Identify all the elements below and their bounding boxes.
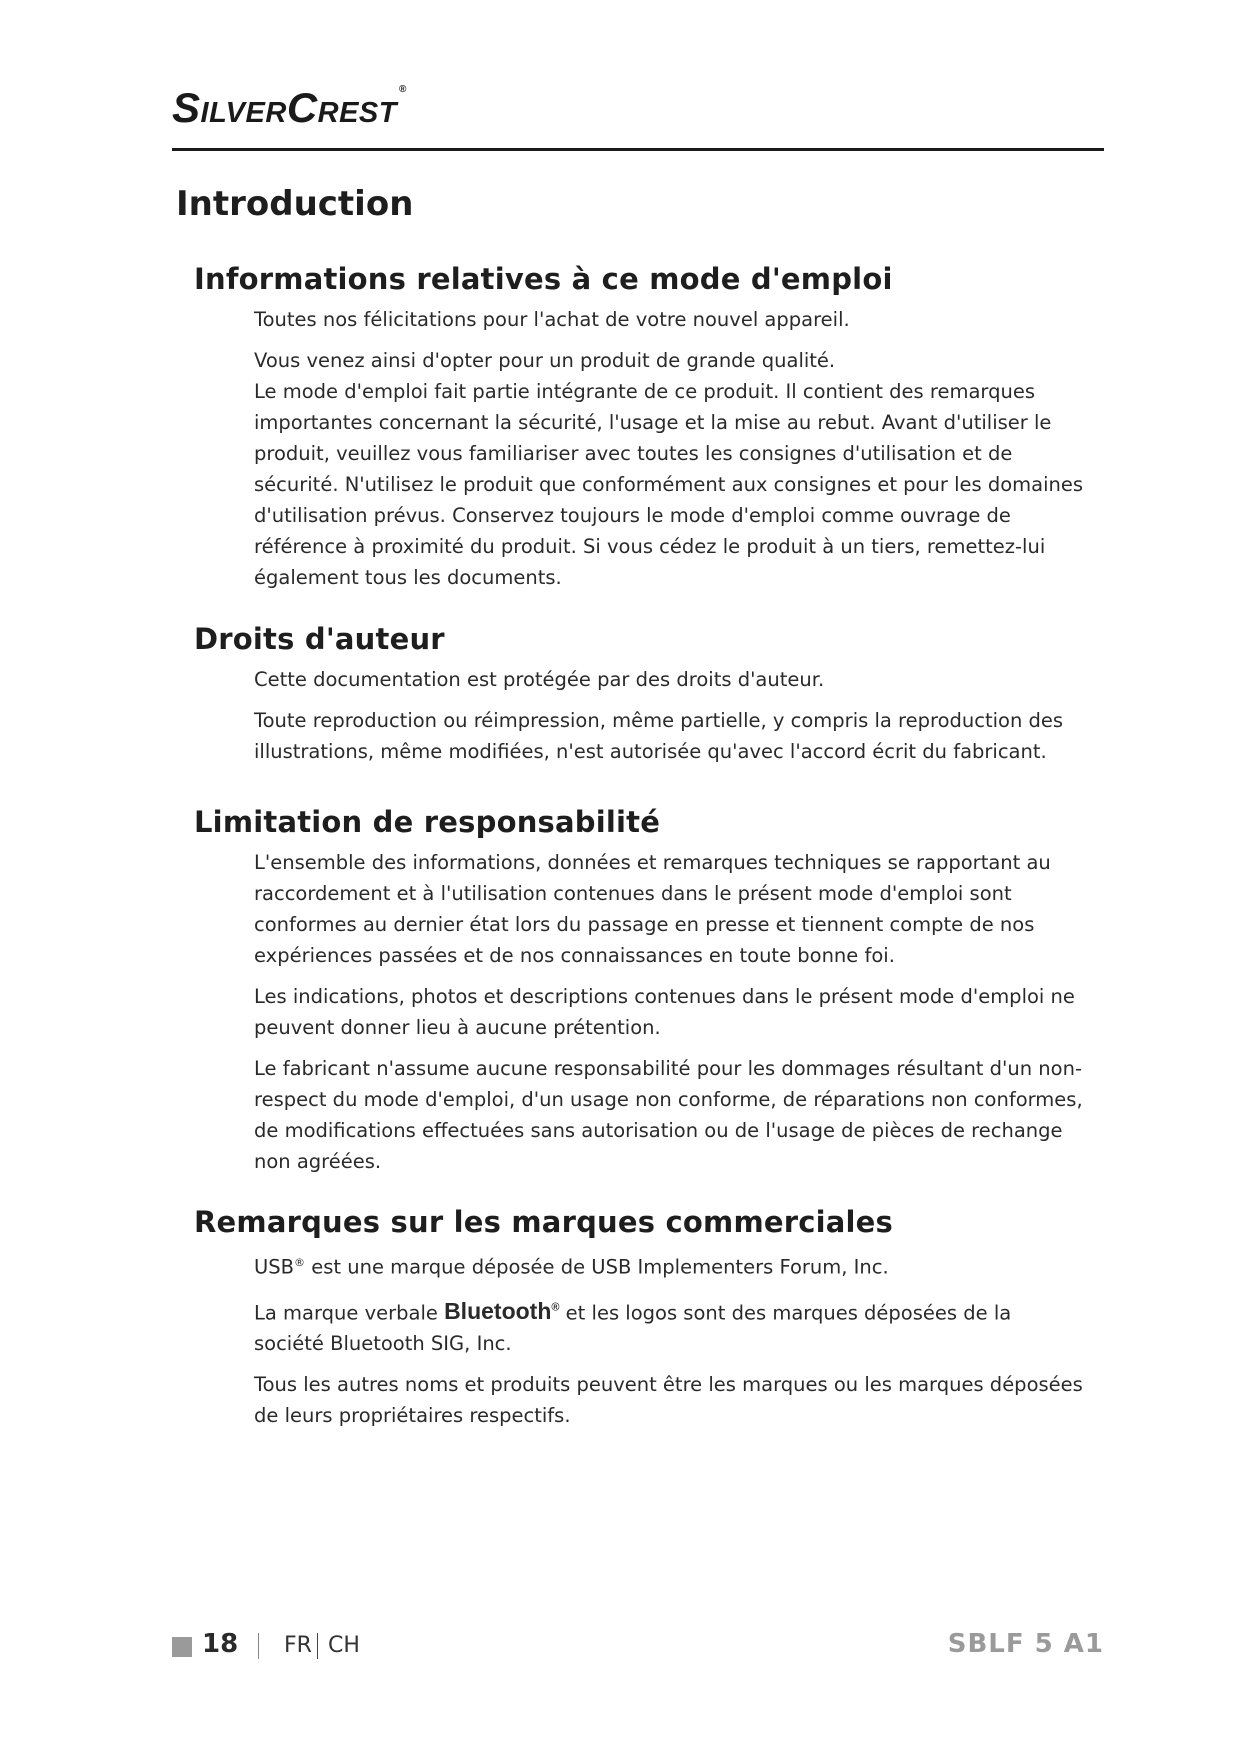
footer-language-ch: CH bbox=[328, 1633, 360, 1658]
bluetooth-wordmark bbox=[444, 1298, 559, 1324]
section-heading: Remarques sur les marques commerciales bbox=[194, 1205, 893, 1239]
section-heading: Limitation de responsabilité bbox=[194, 805, 661, 839]
section-informations bbox=[194, 262, 1084, 603]
paragraph: L'ensemble des informations, données et remarques techniques se rapportant au raccordement et à l'utilisation contenues dans le présent mode d'emploi sont conformes au dernier état lors du passage en presse et tiennent compte de nos expériences passées et de nos connaissances en toute bonne foi. bbox=[254, 851, 1051, 967]
usb-name: USB bbox=[254, 1255, 295, 1279]
page-number: 18 bbox=[202, 1629, 239, 1659]
usb-registered-mark: ® bbox=[294, 1256, 306, 1269]
brand-registered-mark: ® bbox=[399, 84, 407, 95]
footer-divider bbox=[317, 1633, 318, 1659]
model-number: SBLF 5 A1 bbox=[947, 1629, 1104, 1659]
paragraph: Les indications, photos et descriptions contenues dans le présent mode d'emploi ne peuvent donner lieu à aucune prétention. bbox=[254, 985, 1075, 1039]
section-marques bbox=[194, 1205, 1084, 1441]
paragraph-usb bbox=[254, 1247, 1084, 1283]
bluetooth-suffix: et les logos sont des marques déposées de la société Bluetooth SIG, Inc. bbox=[254, 1301, 1012, 1356]
paragraph: Cette documentation est protégée par des droits d'auteur. bbox=[254, 668, 825, 691]
header-divider bbox=[172, 148, 1104, 151]
paragraph: Toute reproduction ou réimpression, même partielle, y compris la reproduction des illustrations, même modifiées, n'est autorisée qu'avec l'accord écrit du fabricant. bbox=[254, 709, 1064, 763]
paragraph: Toutes nos félicitations pour l'achat de votre nouvel appareil. bbox=[254, 308, 850, 331]
paragraph: Le fabricant n'assume aucune responsabilité pour les dommages résultant d'un non-respect du mode d'emploi, d'un usage non conforme, de réparations non conformes, de modifications effectuées sans autorisation ou de l'usage de pièces de rechange non agréées. bbox=[254, 1057, 1083, 1173]
section-heading: Informations relatives à ce mode d'emploi bbox=[194, 262, 893, 296]
footer-language-fr: FR bbox=[284, 1633, 312, 1658]
paragraph: Tous les autres noms et produits peuvent être les marques ou les marques déposées de leurs propriétaires respectifs. bbox=[254, 1373, 1083, 1428]
brand-name: SilverCrest bbox=[172, 84, 397, 131]
bluetooth-registered-mark: ® bbox=[551, 1301, 560, 1314]
section-droits-auteur bbox=[194, 622, 1084, 777]
section-limitation bbox=[194, 805, 1084, 1187]
usb-text: est une marque déposée de USB Implementers Forum, Inc. bbox=[305, 1255, 889, 1279]
brand-logo bbox=[172, 84, 407, 132]
bluetooth-prefix: La marque verbale bbox=[254, 1301, 445, 1325]
paragraph: Le mode d'emploi fait partie intégrante de ce produit. Il contient des remarques importantes concernant la sécurité, l'usage et la mise au rebut. Avant d'utiliser le produit, veuillez vous familiariser avec toutes les consignes d'utilisation et de sécurité. N'utilisez le produit que conformément aux consignes et pour les domaines d'utilisation prévus. Conservez toujours le mode d'emploi comme ouvrage de référence à proximité du produit. Si vous cédez le produit à un tiers, remettez-lui également tous les documents. bbox=[254, 380, 1084, 589]
paragraph-bluetooth bbox=[254, 1293, 1084, 1360]
footer-square-icon bbox=[172, 1637, 192, 1657]
footer-divider bbox=[258, 1633, 259, 1659]
page-title: Introduction bbox=[176, 184, 414, 224]
bluetooth-name: Bluetooth bbox=[444, 1298, 552, 1325]
section-heading: Droits d'auteur bbox=[194, 622, 445, 656]
page-footer bbox=[172, 1625, 1104, 1665]
paragraph: Vous venez ainsi d'opter pour un produit de grande qualité. bbox=[254, 349, 836, 372]
